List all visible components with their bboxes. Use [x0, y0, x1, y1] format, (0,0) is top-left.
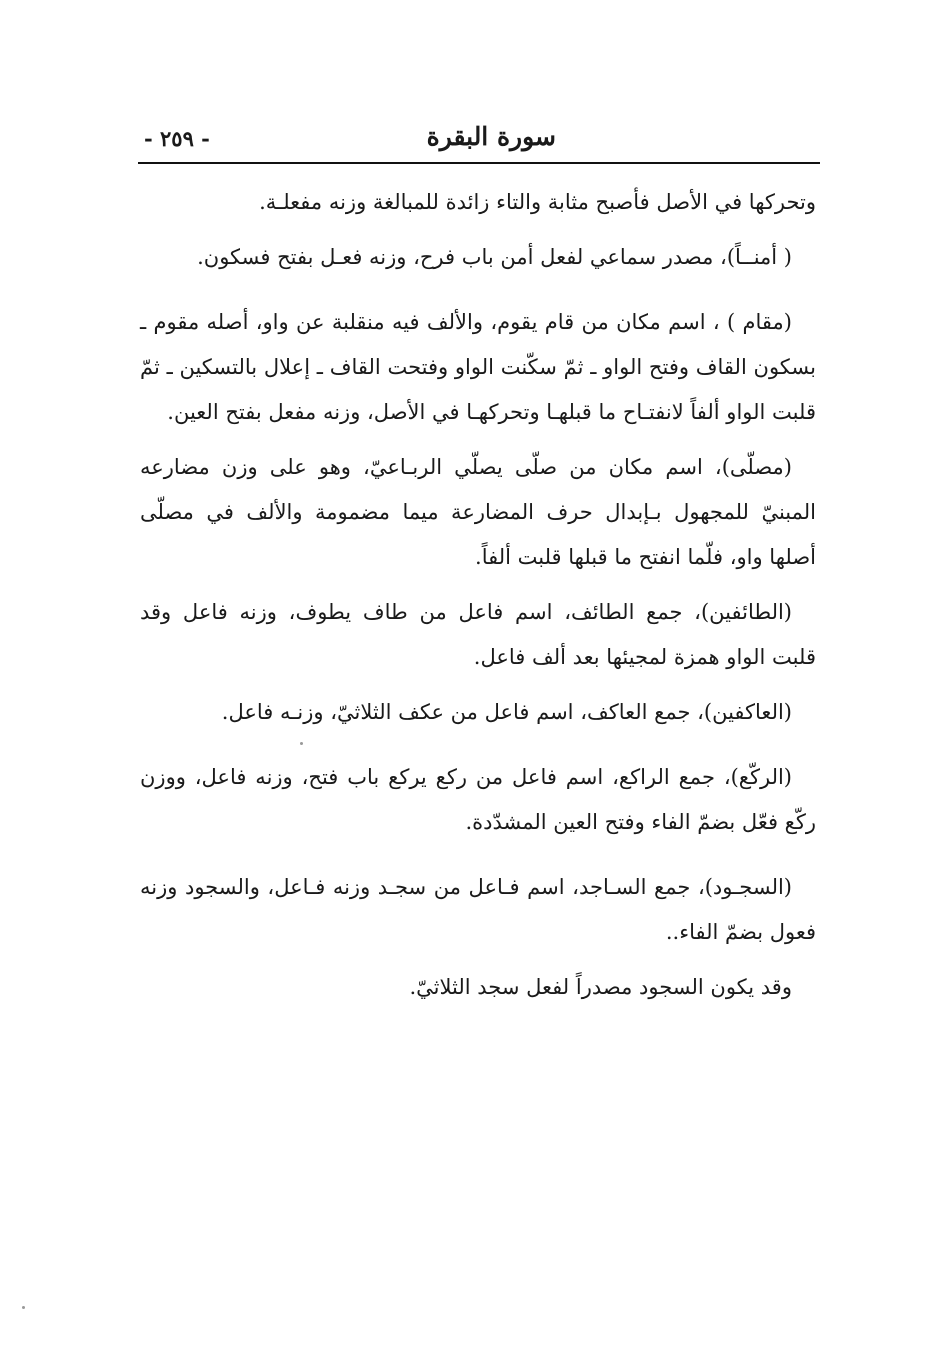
paragraph-musalla: (مصلّى)، اسم مكان من صلّى يصلّي الربـاعيّ، وهو على وزن مضارعه المبنيّ للمجهول بـإبدال حرف المضارعة ميما مضمومة والألف في مصلّى أصلها واو، فلّما انفتح ما قبلها قلبت ألفاً.: [140, 455, 816, 569]
paragraph-sujud: (السجـود)، جمع السـاجد، اسم فـاعل من سجـد وزنه فـاعل، والسجود وزنه فعول بضمّ الفاء..: [140, 875, 816, 944]
scan-speck: [300, 742, 303, 745]
paragraph-maqam: (مقام ) ، اسم مكان من قام يقوم، والألف فيه منقلبة عن واو، أصله مقوم ـ بسكون القاف وفتح الواو ـ ثمّ سكّنت الواو وفتحت القاف ـ إعلال بالتسكين ـ ثمّ قلبت الواو ألفاً لانفتـاح ما قبلهـا وتحركهـا في الأصل، وزنه مفعل بفتح العين.: [140, 310, 816, 424]
page-header: [138, 118, 818, 166]
paragraph-amnan: ( أمنــاً)، مصدر سماعي لفعل أمن باب فرح، وزنه فعـل بفتح فسكون.: [197, 245, 792, 269]
paragraph-akifin: (العاكفين)، جمع العاكف، اسم فاعل من عكف الثلاثيّ، وزنـه فاعل.: [221, 700, 792, 724]
paragraph-continuation: وتحركها في الأصل فأصبح مثابة والتاء زائدة للمبالغة وزنه مفعلـة.: [259, 190, 816, 214]
paragraph-taifin: (الطائفين)، جمع الطائف، اسم فاعل من طاف يطوف، وزنه فاعل وقد قلبت الواو همزة لمجيئها بعد ألف فاعل.: [140, 600, 816, 669]
scan-speck: [22, 1306, 25, 1309]
page-body: [140, 180, 816, 1020]
header-divider: [138, 162, 820, 164]
surah-title: سورة البقرة: [426, 122, 556, 151]
paragraph-rukka: (الركّع)، جمع الراكع، اسم فاعل من ركع يركع باب فتح، وزنه فاعل، ووزن ركّع فعّل بضمّ الفاء وفتح العين المشدّدة.: [140, 765, 816, 834]
page-number: - ٢٥٩ -: [144, 126, 210, 151]
paragraph-sujud-masdar: وقد يكون السجود مصدراً لفعل سجد الثلاثيّ.: [409, 975, 792, 999]
